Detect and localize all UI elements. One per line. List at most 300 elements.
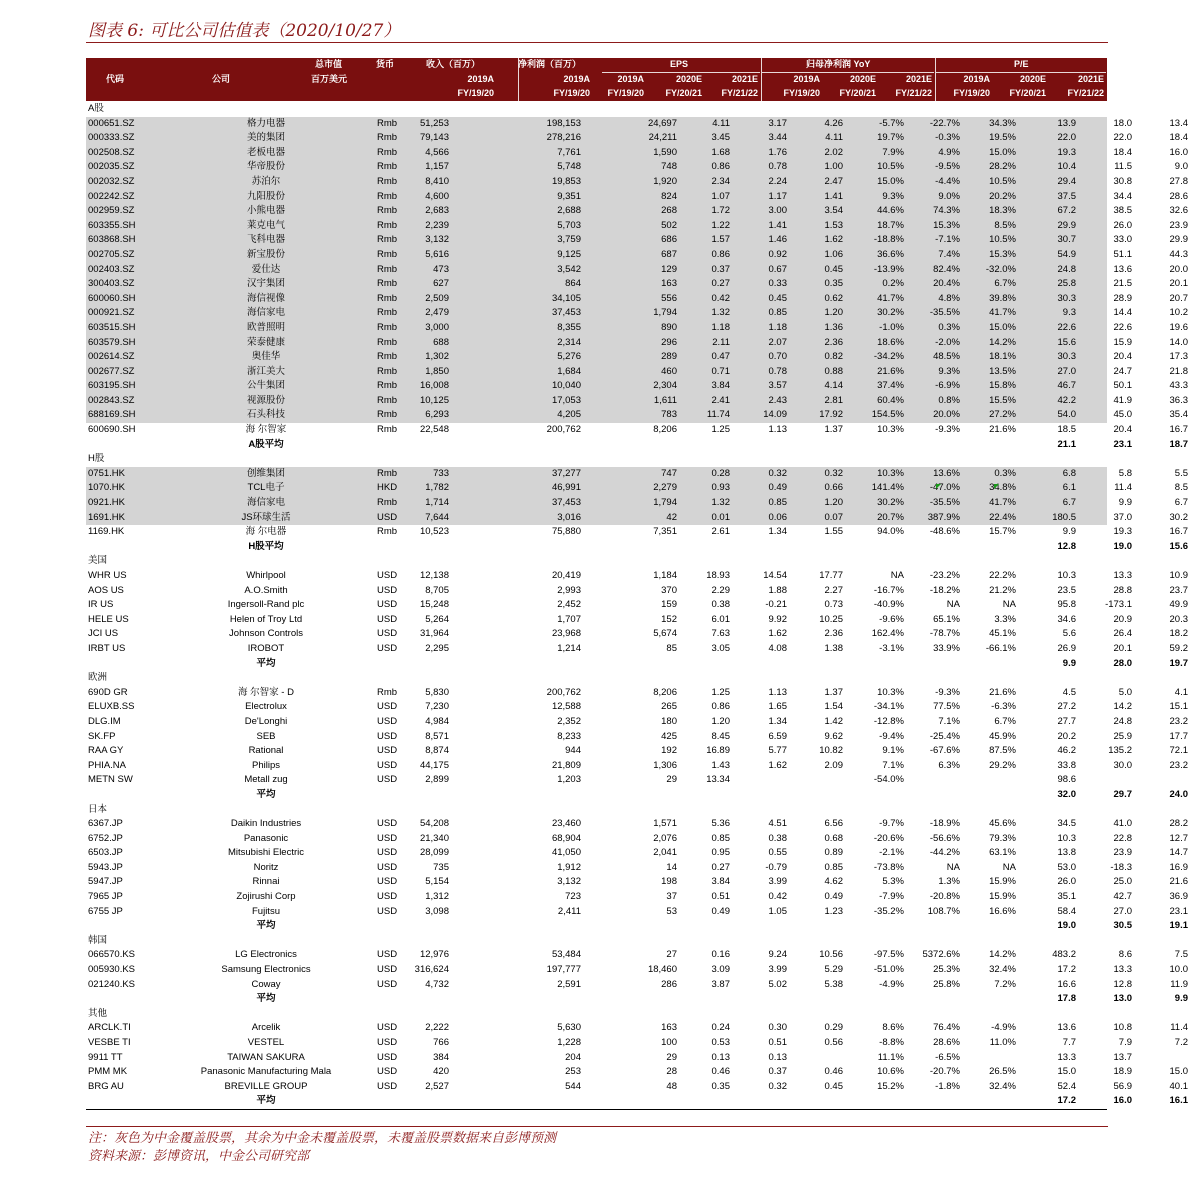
cell-mcap: 8,571 <box>425 730 449 742</box>
cell-eps3: 0.49 <box>824 891 843 903</box>
cell-eps1: 1.32 <box>711 307 730 319</box>
cell-y3: 18.1% <box>989 351 1016 363</box>
cell-y1: -16.7% <box>873 584 904 596</box>
cell-eps1: 0.86 <box>711 248 730 260</box>
cell-pe3: 23.7 <box>1169 584 1188 596</box>
cell-pe1: 15.0 <box>1057 1066 1076 1078</box>
header-eps: EPS <box>670 59 689 69</box>
cell-eps3: 17.92 <box>819 409 843 421</box>
table-row <box>86 321 1188 336</box>
cell-name: SEB <box>256 730 276 742</box>
cell-eps1: 6.01 <box>711 613 730 625</box>
header-yoy-f3: FY/21/22 <box>895 88 932 98</box>
cell-mcap: 2,239 <box>425 219 449 231</box>
cell-y3: 10.5% <box>989 234 1016 246</box>
cell-rev: 200,762 <box>546 686 581 698</box>
cell-cur: Rmb <box>377 132 398 144</box>
cell-eps2: 1.13 <box>768 424 787 436</box>
cell-name: Johnson Controls <box>229 628 303 640</box>
table-row <box>86 759 1188 774</box>
cell-eps3: 0.73 <box>824 599 843 611</box>
header-revenue-year: 2019A <box>467 74 494 84</box>
header-eps-y3: 2021E <box>731 74 758 84</box>
cell-y1: 9.3% <box>882 190 904 202</box>
cell-y3: 21.6% <box>989 424 1016 436</box>
cell-eps1: 7.63 <box>711 628 730 640</box>
cell-eps1: 3.05 <box>711 642 730 654</box>
cell-mcap: 316,624 <box>414 964 449 976</box>
cell-np: 18,460 <box>647 964 677 976</box>
cell-code: 002705.SZ <box>88 248 135 260</box>
cell-eps3: 4.26 <box>824 117 843 129</box>
cell-eps1: 1.72 <box>711 205 730 217</box>
cell-pe3: 7.5 <box>1174 949 1188 961</box>
cell-eps1: 18.93 <box>706 570 730 581</box>
cell-pe1: 58.4 <box>1057 905 1076 917</box>
cell-eps3: 0.29 <box>824 1022 843 1034</box>
cell-name: BREVILLE GROUP <box>224 1080 308 1092</box>
table-row <box>86 1021 1188 1036</box>
cell-eps2: 0.38 <box>768 832 787 844</box>
header-yoy-f1: FY/19/20 <box>783 88 820 98</box>
cell-y2: 6.3% <box>938 759 960 771</box>
cell-pe1: 95.8 <box>1057 599 1076 611</box>
section-label: 其他 <box>88 1007 108 1019</box>
cell-pe1: 33.8 <box>1057 759 1076 771</box>
cell-y3: 32.4% <box>989 1080 1016 1092</box>
cell-y3: 15.0% <box>989 321 1016 333</box>
cell-eps1: 0.28 <box>711 467 730 479</box>
cell-pe1: 27.0 <box>1057 365 1076 377</box>
cell-np: 748 <box>661 161 677 173</box>
cell-pe3: 21.8 <box>1169 365 1188 377</box>
table-row <box>86 686 1188 701</box>
average-label: A股平均 <box>248 438 284 450</box>
cell-rev: 1,684 <box>557 365 581 377</box>
cell-eps1: 4.11 <box>712 117 730 129</box>
cell-y1: -51.0% <box>873 964 904 976</box>
cell-eps1: 0.01 <box>711 511 730 523</box>
cell-np: 7,351 <box>653 526 677 538</box>
cell-cur: Rmb <box>377 365 398 377</box>
cell-pe2: 9.9 <box>1118 497 1132 509</box>
table-row <box>86 715 1188 730</box>
cell-mcap: 8,410 <box>425 175 449 187</box>
cell-code: 002032.SZ <box>88 175 135 187</box>
cell-y3: 34.8% <box>989 482 1016 494</box>
cell-eps1: 0.27 <box>711 278 730 290</box>
cell-pe2: -18.3 <box>1110 861 1132 873</box>
cell-y2: -23.2% <box>929 570 960 581</box>
cell-code: IRBT US <box>88 642 126 654</box>
cell-pe3: 23.2 <box>1169 759 1188 771</box>
cell-code: 603515.SH <box>88 321 136 333</box>
cell-pe3: 9.0 <box>1174 161 1188 173</box>
cell-pe1: 54.9 <box>1057 248 1076 260</box>
cell-pe2: 34.4 <box>1113 190 1132 202</box>
cell-pe2: 38.5 <box>1113 205 1132 217</box>
header-netprofit-year: 2019A <box>563 74 590 84</box>
cell-mcap: 15,248 <box>419 599 449 611</box>
cell-np: 2,304 <box>653 380 677 392</box>
cell-name: 苏泊尔 <box>251 175 281 187</box>
cell-np: 48 <box>666 1080 677 1092</box>
cell-np: 163 <box>661 1022 677 1034</box>
cell-eps2: 0.78 <box>768 365 787 377</box>
cell-pe1: 37.5 <box>1057 190 1076 202</box>
cell-name: VESTEL <box>247 1037 285 1048</box>
cell-pe1: 27.2 <box>1057 701 1076 713</box>
cell-pe1: 27.7 <box>1057 715 1076 727</box>
cell-cur: USD <box>377 730 398 742</box>
cell-mcap: 766 <box>433 1037 449 1048</box>
cell-code: 021240.KS <box>88 978 136 990</box>
cell-pe3: 8.5 <box>1174 482 1188 494</box>
cell-rev: 68,904 <box>551 832 581 844</box>
cell-pe2: 27.0 <box>1113 905 1132 917</box>
section-header-row <box>86 1007 1107 1022</box>
cell-rev: 2,688 <box>557 205 581 217</box>
cell-y1: -1.0% <box>879 321 904 333</box>
cell-mcap: 2,479 <box>425 307 449 319</box>
cell-eps2: 3.99 <box>768 876 787 888</box>
cell-y3: -32.0% <box>985 263 1016 275</box>
valuation-table <box>86 102 1188 1110</box>
average-pe2: 16.0 <box>1113 1095 1132 1107</box>
cell-np: 8,206 <box>653 686 677 698</box>
section-label: H股 <box>88 453 105 465</box>
cell-y2: 5372.6% <box>922 949 960 961</box>
cell-np: 37 <box>666 891 677 903</box>
cell-np: 2,076 <box>653 832 677 844</box>
cell-pe1: 483.2 <box>1052 949 1076 961</box>
cell-rev: 8,233 <box>557 730 581 742</box>
cell-eps1: 0.49 <box>711 905 730 917</box>
cell-eps2: 0.32 <box>768 1080 787 1092</box>
cell-pe3: 49.9 <box>1169 599 1188 611</box>
cell-eps3: 1.53 <box>824 219 843 231</box>
cell-cur: Rmb <box>377 526 398 538</box>
cell-np: 2,041 <box>653 847 677 859</box>
cell-pe2: 14.2 <box>1113 701 1132 713</box>
cell-cur: Rmb <box>377 409 398 421</box>
cell-pe2: 10.8 <box>1113 1022 1132 1034</box>
cell-pe1: 52.4 <box>1057 1080 1076 1092</box>
cell-eps3: 9.62 <box>824 730 843 742</box>
cell-y1: -2.1% <box>879 847 904 859</box>
cell-code: DLG.IM <box>88 715 121 727</box>
cell-pe3: 14.7 <box>1169 847 1188 859</box>
cell-mcap: 16,008 <box>419 380 449 392</box>
cell-mcap: 54,208 <box>419 818 449 830</box>
cell-rev: 197,777 <box>546 964 581 976</box>
cell-eps1: 1.25 <box>711 686 730 698</box>
cell-y3: 79.3% <box>989 832 1016 844</box>
cell-pe2: 25.9 <box>1113 730 1132 742</box>
cell-y1: 162.4% <box>871 628 904 640</box>
cell-eps1: 3.09 <box>711 964 730 976</box>
cell-pe1: 24.8 <box>1057 263 1076 275</box>
cell-mcap: 2,527 <box>425 1080 449 1092</box>
header-code: 代码 <box>106 74 125 84</box>
cell-rev: 1,707 <box>557 613 581 625</box>
header-pe-f2: FY/20/21 <box>1009 88 1046 98</box>
section-header-row <box>86 934 1107 949</box>
table-row <box>86 336 1188 351</box>
cell-y2: -48.6% <box>929 526 960 538</box>
cell-y1: 37.4% <box>877 380 904 392</box>
cell-np: 29 <box>666 774 677 786</box>
cell-np: 687 <box>661 248 677 260</box>
cell-np: 24,211 <box>648 132 677 144</box>
cell-eps1: 0.86 <box>711 701 730 713</box>
table-row <box>86 978 1188 993</box>
cell-mcap: 31,964 <box>419 628 449 640</box>
cell-rev: 944 <box>565 745 581 757</box>
cell-name: 石头科技 <box>246 409 285 421</box>
cell-np: 265 <box>661 701 677 713</box>
cell-name: TCL电子 <box>247 482 285 494</box>
cell-code: 5947.JP <box>88 876 123 888</box>
cell-pe1: 7.7 <box>1062 1037 1076 1048</box>
cell-eps2: 1.41 <box>768 219 787 231</box>
cell-pe2: 7.9 <box>1118 1037 1132 1048</box>
cell-name: TAIWAN SAKURA <box>227 1051 305 1063</box>
cell-eps2: 1.34 <box>768 526 787 538</box>
cell-mcap: 3,000 <box>425 321 449 333</box>
cell-code: 300403.SZ <box>88 278 135 290</box>
cell-cur: Rmb <box>377 248 398 260</box>
cell-cur: USD <box>377 628 398 640</box>
cell-cur: Rmb <box>377 234 398 246</box>
cell-name: Rinnai <box>252 876 280 888</box>
average-pe1: 17.2 <box>1057 1095 1076 1107</box>
cell-pe2: 15.9 <box>1113 336 1132 348</box>
cell-y2: -35.5% <box>929 307 960 319</box>
cell-y1: 10.6% <box>877 1066 904 1078</box>
cell-y3: 45.9% <box>989 730 1016 742</box>
average-pe1: 17.8 <box>1057 993 1076 1005</box>
cell-rev: 23,460 <box>551 818 581 830</box>
table-row <box>86 467 1188 482</box>
cell-y3: NA <box>1002 861 1016 873</box>
cell-pe3: 10.9 <box>1169 570 1188 581</box>
cell-pe1: 29.4 <box>1057 175 1076 187</box>
cell-rev: 3,759 <box>557 234 581 246</box>
cell-pe1: 34.6 <box>1057 613 1076 625</box>
cell-code: 600060.SH <box>88 292 136 304</box>
cell-y2: -67.6% <box>929 745 960 757</box>
cell-eps2: 5.77 <box>768 745 787 757</box>
cell-y2: -2.0% <box>935 336 960 348</box>
cell-cur: USD <box>377 1037 398 1048</box>
cell-pe1: 26.9 <box>1057 642 1076 654</box>
cell-eps1: 2.34 <box>711 175 730 187</box>
cell-pe3: 28.2 <box>1169 818 1188 830</box>
cell-eps2: 1.46 <box>768 234 787 246</box>
table-row <box>86 875 1188 890</box>
cell-pe3: 15.0 <box>1169 1066 1188 1078</box>
cell-pe1: 26.0 <box>1057 876 1076 888</box>
cell-eps3: 0.07 <box>824 511 843 523</box>
cell-y2: -22.7% <box>929 117 960 129</box>
cell-eps1: 5.36 <box>711 818 730 830</box>
cell-np: 1,306 <box>653 759 677 771</box>
cell-np: 425 <box>661 730 677 742</box>
cell-y2: -44.2% <box>929 847 960 859</box>
cell-code: 000651.SZ <box>88 117 135 129</box>
cell-y3: 15.9% <box>989 876 1016 888</box>
cell-pe1: 13.6 <box>1057 1022 1076 1034</box>
cell-np: 268 <box>661 205 677 217</box>
table-row <box>86 379 1188 394</box>
cell-code: 603579.SH <box>88 336 136 348</box>
cell-eps3: 1.37 <box>824 424 843 436</box>
cell-pe1: 18.5 <box>1057 424 1076 436</box>
cell-pe3: 36.9 <box>1169 891 1188 903</box>
cell-mcap: 2,683 <box>425 205 449 217</box>
cell-eps1: 13.34 <box>706 774 730 786</box>
cell-mcap: 1,157 <box>425 161 449 173</box>
cell-mcap: 1,850 <box>425 365 449 377</box>
average-label: H股平均 <box>248 540 284 552</box>
cell-cur: USD <box>377 759 398 771</box>
cell-eps3: 1.20 <box>824 497 843 509</box>
cell-y1: -97.5% <box>873 949 904 961</box>
cell-pe2: 14.4 <box>1113 307 1132 319</box>
cell-pe1: 6.7 <box>1062 497 1076 509</box>
cell-np: 296 <box>661 336 677 348</box>
average-row <box>86 788 1188 803</box>
cell-code: 690D GR <box>88 686 128 698</box>
cell-cur: USD <box>377 847 398 859</box>
cell-mcap: 2,222 <box>425 1022 449 1034</box>
cell-name: A.O.Smith <box>244 584 288 596</box>
cell-code: 0751.HK <box>88 467 125 479</box>
title-rule <box>86 42 1108 43</box>
cell-y2: 20.4% <box>933 278 960 290</box>
cell-rev: 75,880 <box>551 526 581 538</box>
table-row <box>86 423 1188 438</box>
cell-pe3: 7.2 <box>1174 1037 1188 1048</box>
cell-mcap: 384 <box>433 1051 449 1063</box>
section-header-row <box>86 452 1107 467</box>
cell-rev: 7,761 <box>557 146 581 158</box>
cell-rev: 37,453 <box>551 497 581 509</box>
cell-eps3: 2.36 <box>824 628 843 640</box>
cell-eps1: 1.07 <box>711 190 730 202</box>
cell-pe1: 30.3 <box>1057 292 1076 304</box>
cell-rev: 1,228 <box>557 1037 581 1048</box>
cell-eps1: 0.86 <box>711 161 730 173</box>
cell-mcap: 5,154 <box>425 876 449 888</box>
cell-np: 1,794 <box>653 307 677 319</box>
cell-code: SK.FP <box>88 730 116 742</box>
cell-eps3: 1.37 <box>824 686 843 698</box>
cell-name: 小熊电器 <box>246 205 285 217</box>
cell-rev: 34,105 <box>551 292 581 304</box>
header-mktcap-unit: 百万美元 <box>311 74 348 84</box>
cell-eps3: 0.85 <box>824 861 843 873</box>
cell-pe3: 17.3 <box>1169 351 1188 363</box>
cell-name: 海信视像 <box>246 292 285 304</box>
cell-name: Metall zug <box>244 774 288 786</box>
cell-name: 欧普照明 <box>246 321 285 333</box>
cell-cur: USD <box>377 584 398 596</box>
header-yoy: 归母净利润 YoY <box>806 59 871 69</box>
cell-name: 浙江美大 <box>246 365 285 377</box>
cell-y2: 4.8% <box>938 292 960 304</box>
cell-np: 53 <box>666 905 677 917</box>
table-row <box>86 861 1188 876</box>
cell-code: JCI US <box>88 628 119 640</box>
cell-eps1: 0.85 <box>711 832 730 844</box>
cell-pe1: 30.3 <box>1057 351 1076 363</box>
cell-y2: 25.3% <box>933 964 960 976</box>
cell-pe2: 5.0 <box>1118 686 1132 698</box>
cell-y2: -6.5% <box>935 1051 960 1063</box>
cell-rev: 200,762 <box>546 424 581 436</box>
cell-rev: 5,276 <box>557 351 581 363</box>
cell-pe1: 23.5 <box>1057 584 1076 596</box>
cell-y1: -18.8% <box>873 234 904 246</box>
cell-cur: Rmb <box>377 467 398 479</box>
cell-pe1: 42.2 <box>1057 394 1076 406</box>
cell-pe1: 53.0 <box>1057 861 1076 873</box>
cell-pe1: 46.2 <box>1057 745 1076 757</box>
cell-code: 002403.SZ <box>88 263 135 275</box>
cell-cur: USD <box>377 1080 398 1092</box>
cell-eps2: 1.88 <box>768 584 787 596</box>
cell-pe2: 11.5 <box>1114 161 1132 173</box>
cell-y3: 26.5% <box>989 1066 1016 1078</box>
cell-cur: Rmb <box>377 278 398 290</box>
cell-rev: 544 <box>565 1080 581 1092</box>
average-pe3: 24.0 <box>1169 788 1188 800</box>
cell-mcap: 1,302 <box>425 351 449 363</box>
cell-eps1: 1.68 <box>711 146 730 158</box>
cell-eps3: 1.55 <box>824 526 843 538</box>
cell-y1: 41.7% <box>877 292 904 304</box>
cell-y2: -78.7% <box>929 628 960 640</box>
cell-pe1: 13.8 <box>1057 847 1076 859</box>
cell-np: 1,571 <box>653 818 677 830</box>
cell-eps1: 0.47 <box>711 351 730 363</box>
cell-y2: -4.4% <box>935 175 960 187</box>
cell-eps2: 0.06 <box>768 511 787 523</box>
average-pe3: 9.9 <box>1174 993 1188 1005</box>
cell-eps2: 0.45 <box>768 292 787 304</box>
cell-pe3: 13.4 <box>1169 117 1188 129</box>
cell-y1: -34.2% <box>873 351 904 363</box>
cell-pe3: 19.6 <box>1169 321 1188 333</box>
cell-pe3: 20.0 <box>1169 263 1188 275</box>
cell-y3: 41.7% <box>989 497 1016 509</box>
cell-eps2: 1.34 <box>768 715 787 727</box>
cell-pe3: 32.6 <box>1169 205 1188 217</box>
cell-code: BRG AU <box>88 1080 124 1092</box>
cell-y2: 82.4% <box>933 263 960 275</box>
cell-eps2: 0.55 <box>768 847 787 859</box>
cell-rev: 253 <box>565 1066 581 1078</box>
table-row <box>86 248 1188 263</box>
cell-cur: Rmb <box>377 219 398 231</box>
cell-pe2: -173.1 <box>1105 599 1132 611</box>
cell-pe1: 22.6 <box>1057 321 1076 333</box>
header-yoy-y1: 2019A <box>793 74 820 84</box>
cell-pe3: 10.0 <box>1169 964 1188 976</box>
cell-pe2: 18.0 <box>1113 117 1132 129</box>
